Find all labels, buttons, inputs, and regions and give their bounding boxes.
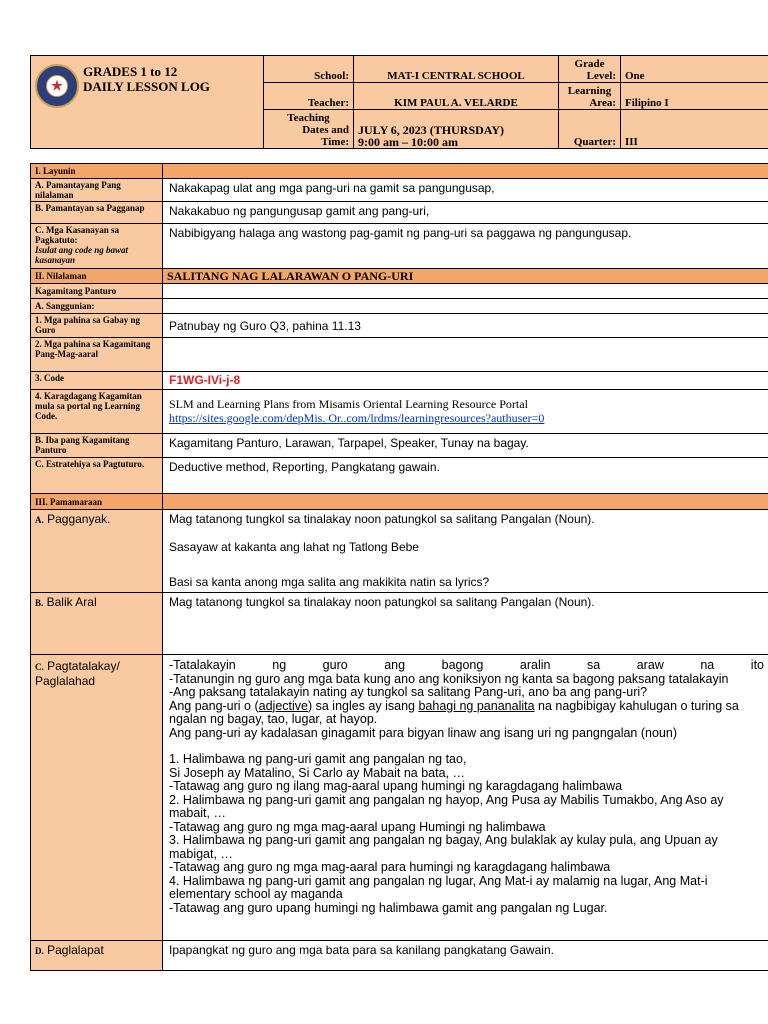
date-time-value: JULY 6, 2023 (THURSDAY) 9:00 am – 10:00 am (354, 110, 559, 149)
table-row (31, 338, 768, 372)
quarter-label: Quarter: (559, 110, 621, 149)
grade-value: One (621, 56, 768, 83)
table-row (31, 510, 768, 593)
kagamitan-heading: Kagamitang Panturo (31, 284, 163, 299)
document-title: GRADES 1 to 12 DAILY LESSON LOG (83, 64, 210, 94)
kagamitan-pahina-label: 2. Mga pahina sa Kagamitang Pang-Mag-aaral (31, 338, 163, 372)
sanggunian-heading: A. Sanggunian: (31, 299, 163, 314)
pagtatalakay-label: C. Pagtatalakay/ Paglalahad (31, 655, 163, 941)
portal-label: 4. Karagdagang Kagamitan mula sa portal ng Learning Code. (31, 390, 163, 434)
balik-aral-label: B. Balik Aral (31, 593, 163, 655)
table-row (31, 299, 768, 314)
lesson-log-table (30, 163, 768, 971)
title-cell (31, 56, 264, 149)
table-row (31, 269, 768, 284)
table-row (31, 593, 768, 655)
table-row (31, 372, 768, 390)
iba-label: B. Iba pang Kagamitang Panturo (31, 434, 163, 458)
dates-label: Teaching Dates and Time: (264, 110, 354, 149)
table-row (31, 224, 768, 269)
portal-value: SLM and Learning Plans from Misamis Oriental Learning Resource Portal https://sites.google.com/depMis. Or..com/lrdms/learningresources?authuser=0 (163, 390, 768, 434)
pagganap-value: Nakakabuo ng pangungusap gamit ang pang-uri, (163, 202, 768, 224)
pagganyak-value: Mag tatanong tungkol sa tinalakay noon patungkol sa salitang Pangalan (Noun). Sasayaw at kakanta ang lahat ng Tatlong Bebe Basi sa kanta anong mga salita ang makikita natin sa lyrics? (163, 510, 768, 593)
paglalapat-label: D. Paglalapat (31, 941, 163, 971)
deped-seal-icon: ★ (35, 64, 79, 108)
grade-label: Grade Level: (559, 56, 621, 83)
portal-link[interactable]: https://sites.google.com/depMis. Or..com/lrdms/learningresources?authuser=0 (169, 411, 545, 425)
quarter-value: III (621, 110, 768, 149)
code-label: 3. Code (31, 372, 163, 390)
table-row (31, 655, 768, 941)
pamantayang-value: Nakakapag ulat ang mga pang-uri na gamit sa pangungusap, (163, 179, 768, 202)
table-row (31, 434, 768, 458)
school-value: MAT-I CENTRAL SCHOOL (354, 56, 559, 83)
table-row (31, 284, 768, 299)
teacher-value: KIM PAUL A. VELARDE (354, 83, 559, 110)
code-value: F1WG-IVi-j-8 (163, 372, 768, 390)
estratehiya-label: C. Estratehiya sa Pagtuturo. (31, 458, 163, 494)
pamantayang-label: A. Pamantayang Pang nilalaman (31, 179, 163, 202)
balik-aral-value: Mag tatanong tungkol sa tinalakay noon patungkol sa salitang Pangalan (Noun). (163, 593, 768, 655)
table-row (31, 941, 768, 971)
iba-value: Kagamitang Panturo, Larawan, Tarpapel, Speaker, Tunay na bagay. (163, 434, 768, 458)
table-row (31, 164, 768, 179)
pagganap-label: B. Pamantayan sa Pagganap (31, 202, 163, 224)
teacher-label: Teacher: (264, 83, 354, 110)
layunin-heading: I. Layunin (31, 164, 163, 179)
pamamaraan-heading: III. Pamamaraan (31, 494, 163, 510)
pagganyak-label: A. Pagganyak. (31, 510, 163, 593)
gabay-label: 1. Mga pahina sa Gabay ng Guro (31, 314, 163, 338)
nilalaman-heading: II. Nilalaman (31, 269, 163, 284)
pagtatalakay-value: -Tatalakayin ng guro ang bagong aralin sa araw na ito -Tatanungin ng guro ang mga bata kung ano ang koniksiyon ng kanta sa bagong paksang tatalakayin -Ang paksang tatalakayin nating ay tungkol sa salitang Pang-uri, ano ba ang pang-uri? Ang pang-uri o (adjective) sa ingles ay isang bahagi ng pananalita na nagbibigay kahulugan o turing sa ngalan ng bagay, tao, lugar, at hayop. Ang pang-uri ay kadalasan ginagamit para bigyan linaw ang isang uri ng pangngalan (noun) 1. Halimbawa ng pang-uri gamit ang pangalan ng tao, Si Joseph ay Matalino, Si Carlo ay Mabait na bata, … -Tatawag ang guro ng ilang mag-aaral upang humingi ng karagdagang halimbawa 2. Halimbawa ng pang-uri gamit ang pangalan ng hayop, Ang Pusa ay Mabilis Tumakbo, Ang Aso ay mabait, … -Tatawag ang guro ng mga mag-aaral upang Humingi ng halimbawa 3. Halimbawa ng pang-uri gamit ang pangalan ng bagay, Ang bulaklak ay kulay pula, ang Upuan ay mabigat, … -Tatawag ang guro ng mga mag-aaral para humingi ng karagdagang halimbawa 4. Halimbawa ng pang-uri gamit ang pangalan ng lugar, Ang Mat-i ay malamig na lugar, Ang Mat-i elementary school ay maganda -Tatawag ang guro upang humingi ng halimbawa gamit ang pangalan ng Lugar. (163, 655, 768, 941)
area-label: Learning Area: (559, 83, 621, 110)
table-row (31, 314, 768, 338)
area-value: Filipino I (621, 83, 768, 110)
kasanayan-value: Nabibigyang halaga ang wastong pag-gamit ng pang-uri sa paggawa ng pangungusap. (163, 224, 768, 269)
table-row (31, 390, 768, 434)
paglalapat-value: Ipapangkat ng guro ang mga bata para sa kanilang pangkatang Gawain. (163, 941, 768, 971)
nilalaman-value: SALITANG NAG LALARAWAN O PANG-URI (163, 269, 768, 284)
table-row (31, 494, 768, 510)
table-row (31, 458, 768, 494)
gabay-value: Patnubay ng Guro Q3, pahina 11.13 (163, 314, 768, 338)
table-row (31, 202, 768, 224)
table-row (31, 179, 768, 202)
school-label: School: (264, 56, 354, 83)
kasanayan-label: C. Mga Kasanayan sa Pagkatuto: Isulat ang code ng bawat kasanayan (31, 224, 163, 269)
estratehiya-value: Deductive method, Reporting, Pangkatang gawain. (163, 458, 768, 494)
header-table (30, 55, 768, 149)
